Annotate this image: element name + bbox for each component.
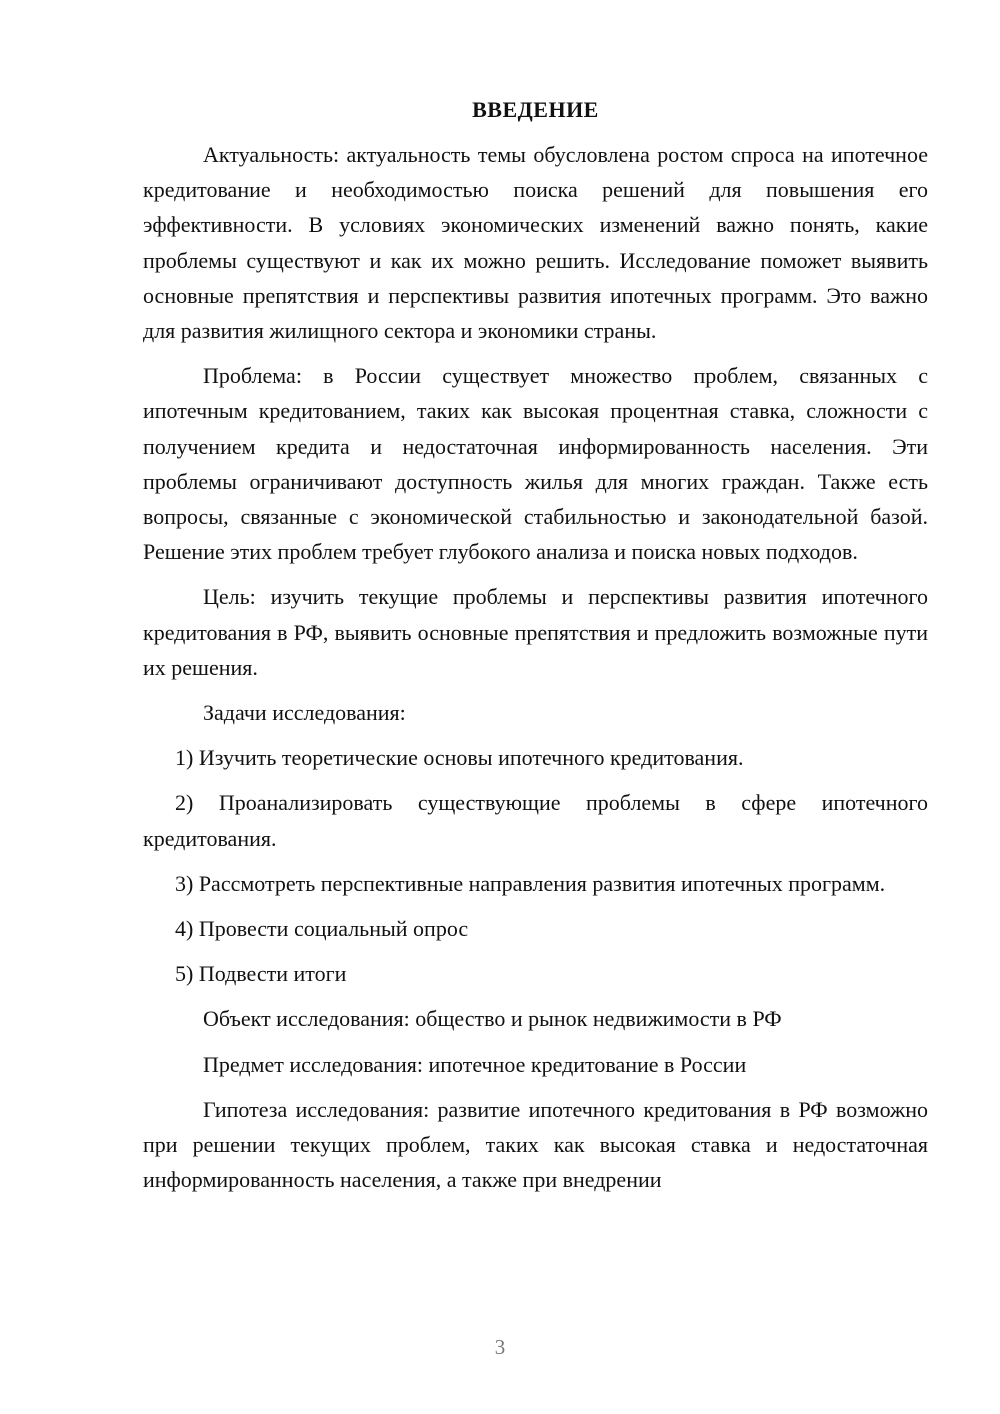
- task-item-4: 4) Провести социальный опрос: [175, 916, 469, 942]
- subject-paragraph: Предмет исследования: ипотечное кредитование в России: [203, 1051, 747, 1077]
- section-title: ВВЕДЕНИЕ: [472, 97, 599, 122]
- hypothesis-paragraph: Гипотеза исследования: развитие ипотечного кредитования в РФ возможно при решении текущих проблем, таких как высокая ставка и недостаточная информированность населения, а также при внедрении: [143, 1096, 928, 1193]
- problem-paragraph: Проблема: в России существует множество проблем, связанных с ипотечным кредитованием, таких как высокая процентная ставка, сложности с получением кредита и недостаточная информированность населения. Эти проблемы ограничивают доступность жилья для многих граждан. Также есть вопросы, связанные с экономической стабильностью и законодательной базой. Решение этих проблем требует глубокого анализа и поиска новых подходов.: [143, 363, 928, 565]
- task-item-1: 1) Изучить теоретические основы ипотечного кредитования.: [175, 745, 744, 771]
- task-item-5: 5) Подвести итоги: [175, 961, 347, 987]
- page-number: 3: [494, 1335, 506, 1359]
- object-paragraph: Объект исследования: общество и рынок недвижимости в РФ: [203, 1006, 782, 1032]
- task-item-2: 2) Проанализировать существующие проблемы в сфере ипотечного кредитования.: [143, 790, 928, 851]
- tasks-heading: Задачи исследования:: [203, 700, 406, 726]
- document-page: [143, 92, 928, 1207]
- task-item-3: 3) Рассмотреть перспективные направления развития ипотечных программ.: [175, 870, 886, 896]
- relevance-paragraph: Актуальность: актуальность темы обусловлена ростом спроса на ипотечное кредитование и необходимостью поиска решений для повышения его эффективности. В условиях экономических изменений важно понять, какие проблемы существуют и как их можно решить. Исследование поможет выявить основные препятствия и перспективы развития ипотечных программ. Это важно для развития жилищного сектора и экономики страны.: [143, 142, 928, 344]
- goal-paragraph: Цель: изучить текущие проблемы и перспективы развития ипотечного кредитования в РФ, выявить основные препятствия и предложить возможные пути их решения.: [143, 584, 928, 680]
